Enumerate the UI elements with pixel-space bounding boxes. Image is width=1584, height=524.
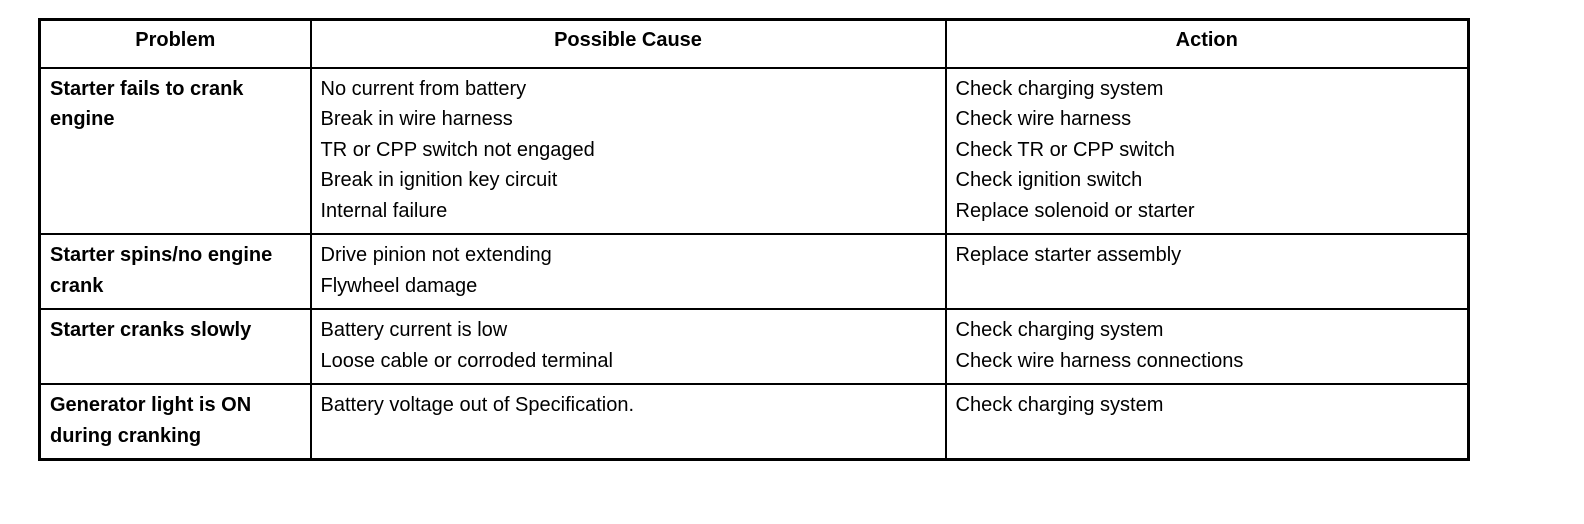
action-cell: [946, 384, 1469, 460]
cause-item: Loose cable or corroded terminal: [320, 349, 613, 372]
header-problem: Problem: [40, 20, 311, 68]
problem-cell: [40, 384, 311, 460]
cause-item: Internal failure: [320, 199, 448, 222]
action-item: Check ignition switch: [955, 169, 1143, 191]
header-action: Action: [946, 20, 1469, 68]
cause-cell: [311, 68, 946, 235]
action-item: Check charging system: [955, 394, 1164, 416]
action-cell: [946, 309, 1469, 384]
table-row: [40, 384, 1469, 460]
cause-item: No current from battery: [320, 77, 527, 100]
problem-cell: [40, 234, 311, 309]
table-row: [40, 309, 1469, 384]
cause-item: Break in wire harness: [320, 108, 513, 130]
header-possible-cause: Possible Cause: [311, 20, 946, 68]
action-item: Replace starter assembly: [955, 244, 1182, 266]
troubleshooting-table: [38, 18, 1470, 461]
action-cell: [946, 68, 1469, 235]
problem-text: Starter cranks slowly: [50, 319, 252, 341]
cause-item: TR or CPP switch not engaged: [320, 138, 595, 161]
cause-item: Break in ignition key circuit: [320, 169, 558, 191]
problem-text: Generator light is ON: [50, 394, 252, 416]
action-item: Check charging system: [955, 319, 1164, 341]
problem-text: during cranking: [50, 424, 202, 447]
action-item: Check charging system: [955, 77, 1164, 100]
cause-item: Drive pinion not extending: [320, 244, 552, 266]
cause-cell: [311, 309, 946, 384]
action-item: Replace solenoid or starter: [955, 199, 1195, 222]
problem-text: engine: [50, 108, 115, 130]
action-item: Check TR or CPP switch: [955, 138, 1175, 161]
action-cell: [946, 234, 1469, 309]
action-item: Check wire harness: [955, 108, 1132, 130]
problem-text: Starter spins/no engine: [50, 244, 273, 266]
problem-text: Starter fails to crank: [50, 77, 244, 100]
action-item: Check wire harness connections: [955, 349, 1244, 372]
cause-item: Battery voltage out of Specification.: [320, 394, 635, 416]
table-row: [40, 68, 1469, 235]
cause-item: Battery current is low: [320, 319, 508, 341]
header-row: [40, 20, 1469, 68]
cause-cell: [311, 384, 946, 460]
problem-cell: [40, 68, 311, 235]
problem-text: crank: [50, 274, 104, 297]
cause-item: Flywheel damage: [320, 274, 478, 297]
table-row: [40, 234, 1469, 309]
cause-cell: [311, 234, 946, 309]
problem-cell: [40, 309, 311, 384]
